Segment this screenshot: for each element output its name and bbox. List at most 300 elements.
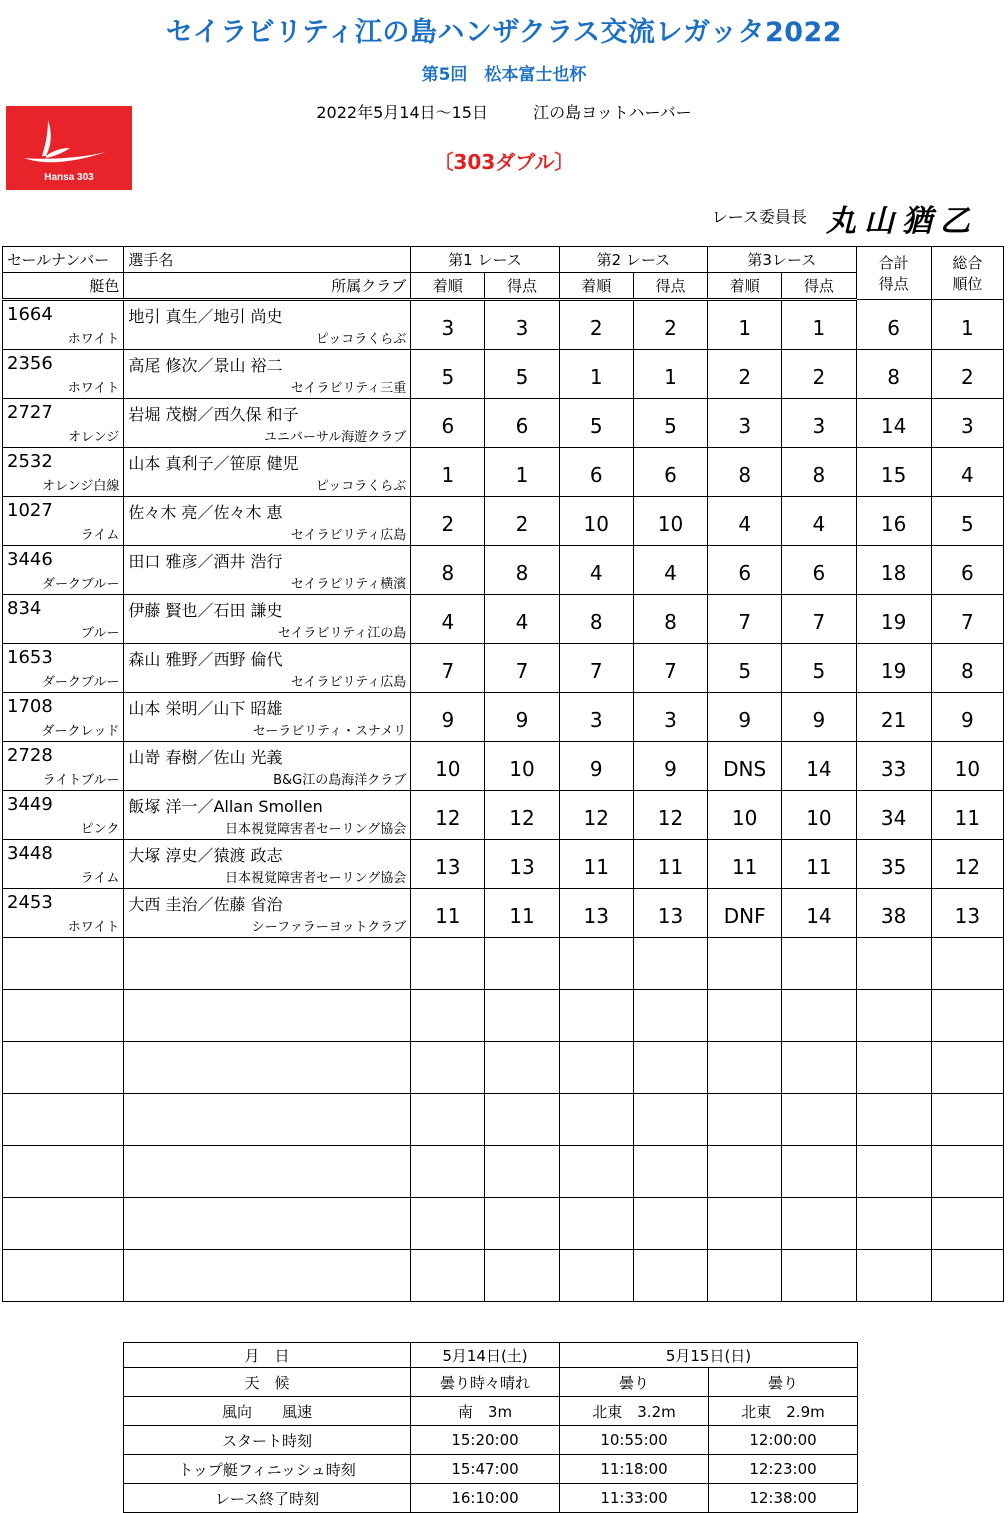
empty-cell (633, 1250, 707, 1302)
sailor-cell (124, 644, 411, 693)
empty-cell (485, 1042, 559, 1094)
empty-cell (633, 990, 707, 1042)
sailor-club: ピッコラくらぶ (315, 332, 407, 347)
result-r2f: 12 (559, 791, 633, 840)
result-r2p: 5 (633, 399, 707, 448)
result-r3p: 3 (782, 399, 856, 448)
result-rank: 13 (931, 889, 1003, 938)
result-rank: 11 (931, 791, 1003, 840)
results-table (2, 246, 1004, 1302)
sailor-cell (124, 300, 411, 350)
empty-cell (708, 1094, 782, 1146)
col-r2-finish: 着順 (559, 273, 633, 300)
result-r2f: 8 (559, 595, 633, 644)
result-rank: 7 (931, 595, 1003, 644)
weather-value-3: 北東 2.9m (709, 1397, 858, 1426)
empty-cell (633, 1146, 707, 1198)
result-r2f: 1 (559, 350, 633, 399)
empty-cell (782, 1094, 856, 1146)
result-r1f: 9 (411, 693, 485, 742)
page-title: セイラビリティ江の島ハンザクラス交流レガッタ2022 (165, 17, 843, 48)
result-r1f: 12 (411, 791, 485, 840)
table-row (3, 595, 1004, 644)
empty-cell (559, 1250, 633, 1302)
sail-number: 2356 (7, 353, 53, 374)
col-total-line2: 得点 (878, 275, 909, 293)
empty-cell (633, 1042, 707, 1094)
result-total: 33 (856, 742, 931, 791)
col-r3-finish: 着順 (708, 273, 782, 300)
sailor-names: 大西 圭治／佐藤 省治 (128, 895, 283, 914)
empty-cell (559, 938, 633, 990)
result-r2p: 13 (633, 889, 707, 938)
sail-number: 1708 (7, 696, 53, 717)
hull-color: オレンジ白線 (42, 479, 120, 494)
sail-number: 834 (7, 598, 42, 619)
empty-cell (559, 1198, 633, 1250)
hull-color: ダークブルー (41, 577, 120, 592)
weather-value-2: 曇り (560, 1368, 709, 1397)
result-r2f: 3 (559, 693, 633, 742)
page-subtitle: 第5回 松本富士也杯 (421, 65, 587, 85)
sailor-names: 山本 栄明／山下 昭雄 (128, 699, 283, 718)
sailor-names: 山嵜 春樹／佐山 光義 (128, 748, 283, 767)
result-r2f: 13 (559, 889, 633, 938)
sail-number: 2453 (7, 892, 53, 913)
sail-number: 1027 (7, 500, 53, 521)
sailor-club: セイラビリティ広島 (290, 528, 407, 543)
sail-number: 3449 (7, 794, 53, 815)
empty-cell (485, 990, 559, 1042)
sailor-cell (124, 889, 411, 938)
col-rank-line2: 順位 (952, 275, 983, 293)
result-r3f: 6 (708, 546, 782, 595)
sail-cell (3, 742, 124, 791)
hull-color: ライトブルー (42, 773, 120, 788)
hansa-logo (6, 106, 132, 190)
result-r2p: 7 (633, 644, 707, 693)
col-sailor: 選手名 (124, 247, 411, 273)
empty-row (3, 990, 1004, 1042)
result-r2p: 11 (633, 840, 707, 889)
result-total: 19 (856, 644, 931, 693)
empty-cell (931, 1094, 1003, 1146)
result-total: 16 (856, 497, 931, 546)
result-r3f: 5 (708, 644, 782, 693)
empty-cell (782, 1146, 856, 1198)
committee-signature (712, 196, 978, 240)
empty-cell (856, 938, 931, 990)
empty-cell (856, 1146, 931, 1198)
result-r3f: 7 (708, 595, 782, 644)
result-r1p: 7 (485, 644, 559, 693)
result-r2f: 5 (559, 399, 633, 448)
sail-cell (3, 693, 124, 742)
empty-cell (124, 1042, 411, 1094)
col-r1-points: 得点 (485, 273, 559, 300)
sail-number: 1653 (7, 647, 53, 668)
empty-cell (124, 938, 411, 990)
result-r2f: 2 (559, 300, 633, 350)
weather-value-2: 11:18:00 (560, 1455, 709, 1484)
hull-color: ホワイト (67, 920, 120, 935)
empty-cell (633, 1094, 707, 1146)
result-r2f: 10 (559, 497, 633, 546)
result-r1f: 6 (411, 399, 485, 448)
empty-cell (931, 1146, 1003, 1198)
empty-cell (411, 1250, 485, 1302)
result-rank: 3 (931, 399, 1003, 448)
result-r1f: 3 (411, 300, 485, 350)
hull-color: ホワイト (67, 381, 120, 396)
result-r3f: 3 (708, 399, 782, 448)
result-r1p: 9 (485, 693, 559, 742)
result-r1p: 6 (485, 399, 559, 448)
empty-cell (856, 1042, 931, 1094)
result-r3p: 14 (782, 889, 856, 938)
empty-cell (411, 1094, 485, 1146)
sailor-cell (124, 546, 411, 595)
col-rank-line1: 総合 (952, 254, 983, 272)
result-r2p: 6 (633, 448, 707, 497)
empty-cell (633, 938, 707, 990)
sail-cell (3, 300, 124, 350)
weather-value-1: 15:47:00 (411, 1455, 560, 1484)
result-total: 14 (856, 399, 931, 448)
empty-cell (931, 1042, 1003, 1094)
result-r2p: 3 (633, 693, 707, 742)
col-r2-points: 得点 (633, 273, 707, 300)
hull-color: ブルー (80, 626, 120, 641)
committee-name: 丸山猶乙 (826, 204, 978, 239)
result-total: 19 (856, 595, 931, 644)
empty-cell (856, 1250, 931, 1302)
sail-cell (3, 889, 124, 938)
empty-cell (931, 990, 1003, 1042)
result-rank: 12 (931, 840, 1003, 889)
sailor-names: 山本 真利子／笹原 健児 (128, 454, 299, 473)
empty-cell (782, 1198, 856, 1250)
table-row (3, 399, 1004, 448)
col-race1: 第1 レース (411, 247, 559, 273)
sailor-club: セイラビリティ横濱 (290, 577, 407, 592)
logo-label: Hansa 303 (44, 172, 94, 183)
empty-cell (856, 1094, 931, 1146)
result-r3p: 11 (782, 840, 856, 889)
result-r2p: 10 (633, 497, 707, 546)
sail-cell (3, 448, 124, 497)
sailor-cell (124, 497, 411, 546)
result-rank: 5 (931, 497, 1003, 546)
empty-cell (559, 990, 633, 1042)
empty-cell (485, 1198, 559, 1250)
weather-row (124, 1426, 858, 1455)
result-r3f: DNF (708, 889, 782, 938)
sail-cell (3, 546, 124, 595)
result-r2p: 1 (633, 350, 707, 399)
sailor-names: 田口 雅彦／酒井 浩行 (128, 552, 283, 571)
sailor-cell (124, 791, 411, 840)
empty-cell (3, 1250, 124, 1302)
sail-number: 2532 (7, 451, 53, 472)
weather-date-label: 月 日 (124, 1343, 411, 1368)
hull-color: ライム (80, 871, 120, 886)
table-row (3, 840, 1004, 889)
col-sail-number: セールナンバー (3, 247, 124, 273)
empty-cell (782, 1250, 856, 1302)
empty-cell (411, 1146, 485, 1198)
weather-row (124, 1397, 858, 1426)
sailor-names: 地引 真生／地引 尚史 (128, 307, 283, 326)
sailor-cell (124, 840, 411, 889)
empty-row (3, 1198, 1004, 1250)
weather-label: 天 候 (124, 1368, 411, 1397)
weather-label: 風向 風速 (124, 1397, 411, 1426)
result-r3f: 9 (708, 693, 782, 742)
result-r1p: 2 (485, 497, 559, 546)
result-r3p: 9 (782, 693, 856, 742)
empty-cell (3, 990, 124, 1042)
weather-label: トップ艇フィニッシュ時刻 (124, 1455, 411, 1484)
sailor-club: ユニバーサル海遊クラブ (263, 430, 407, 445)
hull-color: ライム (80, 528, 120, 543)
table-row (3, 693, 1004, 742)
empty-cell (856, 990, 931, 1042)
weather-value-3: 曇り (709, 1368, 858, 1397)
result-total: 6 (856, 300, 931, 350)
sailor-cell (124, 350, 411, 399)
empty-cell (856, 1198, 931, 1250)
empty-cell (3, 938, 124, 990)
result-r3p: 1 (782, 300, 856, 350)
result-r2f: 4 (559, 546, 633, 595)
sail-cell (3, 644, 124, 693)
result-total: 35 (856, 840, 931, 889)
sailor-names: 大塚 淳史／猿渡 政志 (128, 846, 283, 865)
result-total: 15 (856, 448, 931, 497)
result-r2f: 9 (559, 742, 633, 791)
weather-value-1: 南 3m (411, 1397, 560, 1426)
result-r3f: DNS (708, 742, 782, 791)
result-r1p: 11 (485, 889, 559, 938)
result-r1f: 11 (411, 889, 485, 938)
result-r1f: 10 (411, 742, 485, 791)
result-r2f: 11 (559, 840, 633, 889)
weather-day2: 5月15日(日) (560, 1343, 858, 1368)
result-r1p: 8 (485, 546, 559, 595)
sail-number: 3448 (7, 843, 53, 864)
result-r2p: 8 (633, 595, 707, 644)
sail-cell (3, 399, 124, 448)
result-r3p: 2 (782, 350, 856, 399)
result-total: 34 (856, 791, 931, 840)
hull-color: ホワイト (67, 332, 120, 347)
sailor-names: 高尾 修次／景山 裕二 (128, 356, 283, 375)
result-r2p: 4 (633, 546, 707, 595)
result-rank: 1 (931, 300, 1003, 350)
weather-day1: 5月14日(土) (411, 1343, 560, 1368)
weather-value-1: 16:10:00 (411, 1484, 560, 1513)
empty-row (3, 1042, 1004, 1094)
committee-label: レース委員長 (711, 207, 807, 227)
result-r2p: 12 (633, 791, 707, 840)
weather-row (124, 1368, 858, 1397)
result-r3p: 7 (782, 595, 856, 644)
result-r3p: 4 (782, 497, 856, 546)
result-r1f: 1 (411, 448, 485, 497)
result-r3f: 2 (708, 350, 782, 399)
sail-cell (3, 497, 124, 546)
empty-cell (708, 1042, 782, 1094)
hull-color: オレンジ (68, 430, 120, 445)
result-r3f: 10 (708, 791, 782, 840)
result-r1f: 7 (411, 644, 485, 693)
sail-number: 3446 (7, 549, 53, 570)
empty-cell (124, 1198, 411, 1250)
empty-cell (411, 1198, 485, 1250)
col-total (856, 247, 931, 300)
result-total: 18 (856, 546, 931, 595)
empty-cell (931, 938, 1003, 990)
result-r3p: 14 (782, 742, 856, 791)
sailor-club: セイラビリティ広島 (290, 675, 407, 690)
empty-cell (559, 1042, 633, 1094)
sailor-cell (124, 693, 411, 742)
result-r3f: 11 (708, 840, 782, 889)
event-info (0, 100, 1008, 123)
sailor-club: 日本視覚障害者セーリング協会 (224, 871, 407, 886)
weather-value-3: 12:00:00 (709, 1426, 858, 1455)
result-total: 21 (856, 693, 931, 742)
result-r3p: 10 (782, 791, 856, 840)
empty-cell (124, 1094, 411, 1146)
result-r1p: 13 (485, 840, 559, 889)
col-club: 所属クラブ (124, 273, 411, 300)
sailor-names: 伊藤 賢也／石田 謙史 (128, 601, 283, 620)
empty-cell (485, 1146, 559, 1198)
sail-cell (3, 840, 124, 889)
table-row (3, 644, 1004, 693)
empty-row (3, 1250, 1004, 1302)
sail-number: 2727 (7, 402, 53, 423)
col-hull-color: 艇色 (3, 273, 124, 300)
result-r2p: 2 (633, 300, 707, 350)
result-rank: 4 (931, 448, 1003, 497)
sailor-club: セイラビリティ三重 (290, 381, 407, 396)
sailor-names: 岩堀 茂樹／西久保 和子 (128, 405, 299, 424)
event-venue: 江の島ヨットハーバー (533, 103, 692, 122)
empty-cell (3, 1042, 124, 1094)
sailor-cell (124, 448, 411, 497)
result-total: 38 (856, 889, 931, 938)
weather-table (123, 1342, 858, 1513)
empty-cell (708, 1250, 782, 1302)
result-r3p: 5 (782, 644, 856, 693)
empty-row (3, 1094, 1004, 1146)
sailor-club: B&G江の島海洋クラブ (273, 773, 407, 788)
sail-cell (3, 791, 124, 840)
result-r1f: 2 (411, 497, 485, 546)
empty-cell (782, 1042, 856, 1094)
result-r3f: 4 (708, 497, 782, 546)
sailor-club: 日本視覚障害者セーリング協会 (224, 822, 407, 837)
table-row (3, 791, 1004, 840)
sail-number: 1664 (7, 304, 53, 325)
sail-number: 2728 (7, 745, 53, 766)
table-row (3, 448, 1004, 497)
table-row (3, 546, 1004, 595)
result-r3p: 6 (782, 546, 856, 595)
result-r1p: 1 (485, 448, 559, 497)
table-row (3, 497, 1004, 546)
result-r1p: 3 (485, 300, 559, 350)
sailor-names: 佐々木 亮／佐々木 恵 (128, 503, 283, 522)
sailor-club: シーファラーヨットクラブ (251, 920, 407, 935)
table-row (3, 742, 1004, 791)
table-row (3, 350, 1004, 399)
event-date: 2022年5月14日～15日 (316, 103, 488, 122)
empty-cell (411, 1042, 485, 1094)
result-rank: 9 (931, 693, 1003, 742)
empty-cell (559, 1146, 633, 1198)
empty-cell (124, 990, 411, 1042)
result-r1f: 13 (411, 840, 485, 889)
result-rank: 2 (931, 350, 1003, 399)
empty-cell (485, 1250, 559, 1302)
hull-color: ダークブルー (41, 675, 120, 690)
empty-cell (708, 938, 782, 990)
result-r3p: 8 (782, 448, 856, 497)
weather-label: レース終了時刻 (124, 1484, 411, 1513)
result-r1f: 4 (411, 595, 485, 644)
empty-cell (708, 990, 782, 1042)
result-rank: 10 (931, 742, 1003, 791)
empty-cell (931, 1250, 1003, 1302)
result-r2f: 7 (559, 644, 633, 693)
sail-cell (3, 350, 124, 399)
result-r3f: 1 (708, 300, 782, 350)
weather-row (124, 1484, 858, 1513)
empty-cell (485, 1094, 559, 1146)
empty-cell (411, 990, 485, 1042)
sailor-names: 飯塚 洋一／Allan Smollen (128, 797, 323, 816)
empty-cell (931, 1198, 1003, 1250)
empty-cell (708, 1146, 782, 1198)
weather-value-2: 北東 3.2m (560, 1397, 709, 1426)
empty-cell (485, 938, 559, 990)
empty-cell (411, 938, 485, 990)
empty-cell (559, 1094, 633, 1146)
weather-value-2: 10:55:00 (560, 1426, 709, 1455)
col-total-line1: 合計 (878, 254, 909, 272)
result-r1p: 5 (485, 350, 559, 399)
empty-cell (782, 990, 856, 1042)
table-row (3, 300, 1004, 350)
empty-cell (3, 1198, 124, 1250)
result-total: 8 (856, 350, 931, 399)
result-rank: 6 (931, 546, 1003, 595)
sailor-club: ピッコラくらぶ (315, 479, 407, 494)
col-race2: 第2 レース (559, 247, 707, 273)
result-r2p: 9 (633, 742, 707, 791)
empty-cell (3, 1146, 124, 1198)
sail-cell (3, 595, 124, 644)
result-r1f: 8 (411, 546, 485, 595)
sailor-cell (124, 742, 411, 791)
result-r1p: 12 (485, 791, 559, 840)
table-row (3, 889, 1004, 938)
empty-cell (124, 1250, 411, 1302)
